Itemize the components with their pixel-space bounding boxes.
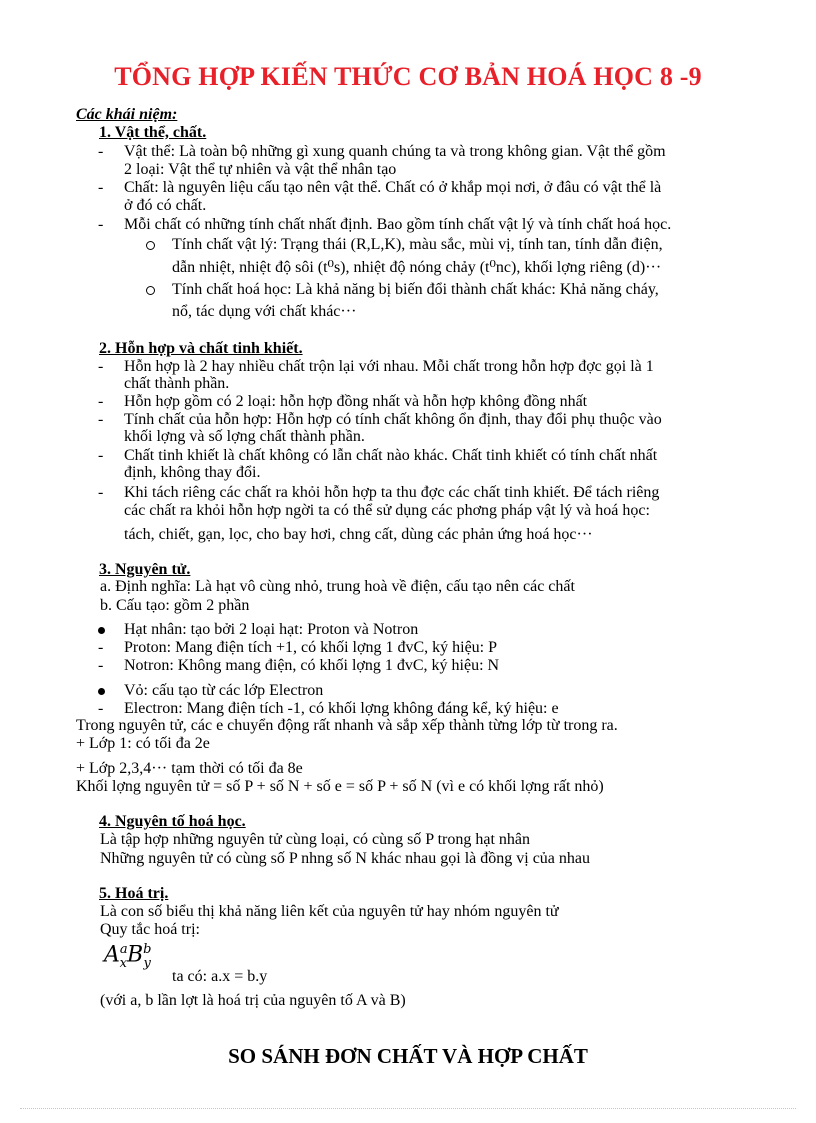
paragraph-line: + Lớp 1: có tối đa 2e: [76, 735, 210, 752]
list-item: - Chất tinh khiết là chất không có lẫn chất nào khác. Chất tinh khiết có tính chất nhất: [98, 447, 658, 464]
paragraph-line: Những nguyên tử có cùng số P nhng số N khác nhau gọi là đồng vị của nhau: [100, 850, 591, 867]
page-divider: [20, 1108, 796, 1109]
paragraph-line: Trong nguyên tử, các e chuyển động rất nhanh và sắp xếp thành từng lớp từ trong ra.: [76, 717, 618, 734]
list-item: - Notron: Không mang điện, có khối lợng 1 đvC, ký hiệu: N: [98, 657, 500, 674]
sub-list-item: Tính chất vật lý: Trạng thái (R,L,K), màu sắc, mùi vị, tính tan, tính dẫn điện,: [146, 236, 663, 254]
list-item-continued: 2 loại: Vật thể tự nhiên và vật thể nhân tạo: [124, 161, 397, 178]
list-item-continued: chất thành phần.: [124, 375, 230, 392]
list-item: - Mỗi chất có những tính chất nhất định. Bao gồm tính chất vật lý và tính chất hoá học.: [98, 216, 672, 233]
dot-bullet-icon: [98, 688, 105, 695]
definition-line: a. Định nghĩa: Là hạt vô cùng nhỏ, trung hoà về điện, cấu tạo nên các chất: [100, 578, 575, 595]
paragraph-line: (với a, b lần lợt là hoá trị của nguyên tố A và B): [100, 992, 406, 1009]
list-item: Vỏ: cấu tạo từ các lớp Electron: [98, 682, 323, 700]
paragraph-line: Là con số biểu thị khả năng liên kết của nguyên tử hay nhóm nguyên tử: [100, 903, 559, 920]
paragraph-line: Quy tắc hoá trị:: [100, 921, 200, 938]
list-item-continued: khối lợng và số lợng chất thành phần.: [124, 428, 365, 445]
circle-bullet-icon: [146, 241, 155, 250]
section-2-heading: 2. Hỗn hợp và chất tinh khiết.: [99, 340, 303, 357]
formula-rule: ta có: a.x = b.y: [172, 968, 268, 985]
section-4-heading: 4. Nguyên tố hoá học.: [99, 813, 246, 830]
list-item-continued: các chất ra khỏi hỗn hợp ngời ta có thể sử dụng các phơng pháp vật lý và hoá học:: [124, 502, 650, 519]
list-item: - Chất: là nguyên liệu cấu tạo nên vật thể. Chất có ở khắp mọi nơi, ở đâu có vật thể là: [98, 179, 662, 196]
list-item: - Proton: Mang điện tích +1, có khối lợng 1 đvC, ký hiệu: P: [98, 639, 498, 656]
concepts-heading: Các khái niệm:: [76, 106, 178, 123]
list-item: - Electron: Mang điện tích -1, có khối lợng không đáng kể, ký hiệu: e: [98, 700, 559, 717]
list-item-continued: tách, chiết, gạn, lọc, cho bay hơi, chng cất, dùng các phản ứng hoá học···: [124, 526, 593, 543]
list-item-continued: định, không thay đổi.: [124, 464, 261, 481]
next-section-title: SO SÁNH ĐƠN CHẤT VÀ HỢP CHẤT: [228, 1044, 588, 1068]
dot-bullet-icon: [98, 627, 105, 634]
sub-list-item-continued: nổ, tác dụng với chất khác···: [172, 303, 357, 320]
list-item: Hạt nhân: tạo bởi 2 loại hạt: Proton và Notron: [98, 621, 418, 639]
list-item: - Tính chất của hỗn hợp: Hỗn hợp có tính chất không ổn định, thay đổi phụ thuộc vào: [98, 411, 662, 428]
sub-list-item-continued: dẫn nhiệt, nhiệt độ sôi (t⁰s), nhiệt độ nóng chảy (t⁰nc), khối lợng riêng (d)···: [172, 259, 662, 276]
section-1-heading: 1. Vật thể, chất.: [99, 124, 207, 141]
paragraph-line: + Lớp 2,3,4··· tạm thời có tối đa 8e: [76, 760, 303, 777]
structure-line: b. Cấu tạo: gồm 2 phần: [100, 597, 250, 614]
section-3-heading: 3. Nguyên tử.: [99, 561, 191, 578]
valence-formula: $A^a_xB^b_y$: [104, 942, 152, 971]
paragraph-line: Khối lợng nguyên tử = số P + số N + số e = số P + số N (vì e có khối lợng rất nhỏ): [76, 778, 604, 795]
document-title: TỔNG HỢP KIẾN THỨC CƠ BẢN HOÁ HỌC 8 -9: [114, 62, 702, 91]
circle-bullet-icon: [146, 286, 155, 295]
list-item: - Hỗn hợp là 2 hay nhiều chất trộn lại với nhau. Mỗi chất trong hỗn hợp đợc gọi là 1: [98, 358, 654, 375]
list-item-continued: ở đó có chất.: [124, 197, 207, 214]
list-item: - Vật thể: Là toàn bộ những gì xung quanh chúng ta và trong không gian. Vật thể gồm: [98, 143, 666, 160]
paragraph-line: Là tập hợp những nguyên tử cùng loại, có cùng số P trong hạt nhân: [100, 831, 531, 848]
section-5-heading: 5. Hoá trị.: [99, 885, 169, 902]
list-item: - Hỗn hợp gồm có 2 loại: hỗn hợp đồng nhất và hỗn hợp không đồng nhất: [98, 393, 588, 410]
sub-list-item: Tính chất hoá học: Là khả năng bị biến đổi thành chất khác: Khả năng cháy,: [146, 281, 659, 299]
list-item: - Khi tách riêng các chất ra khỏi hỗn hợp ta thu đợc các chất tinh khiết. Để tách riêng: [98, 484, 660, 501]
